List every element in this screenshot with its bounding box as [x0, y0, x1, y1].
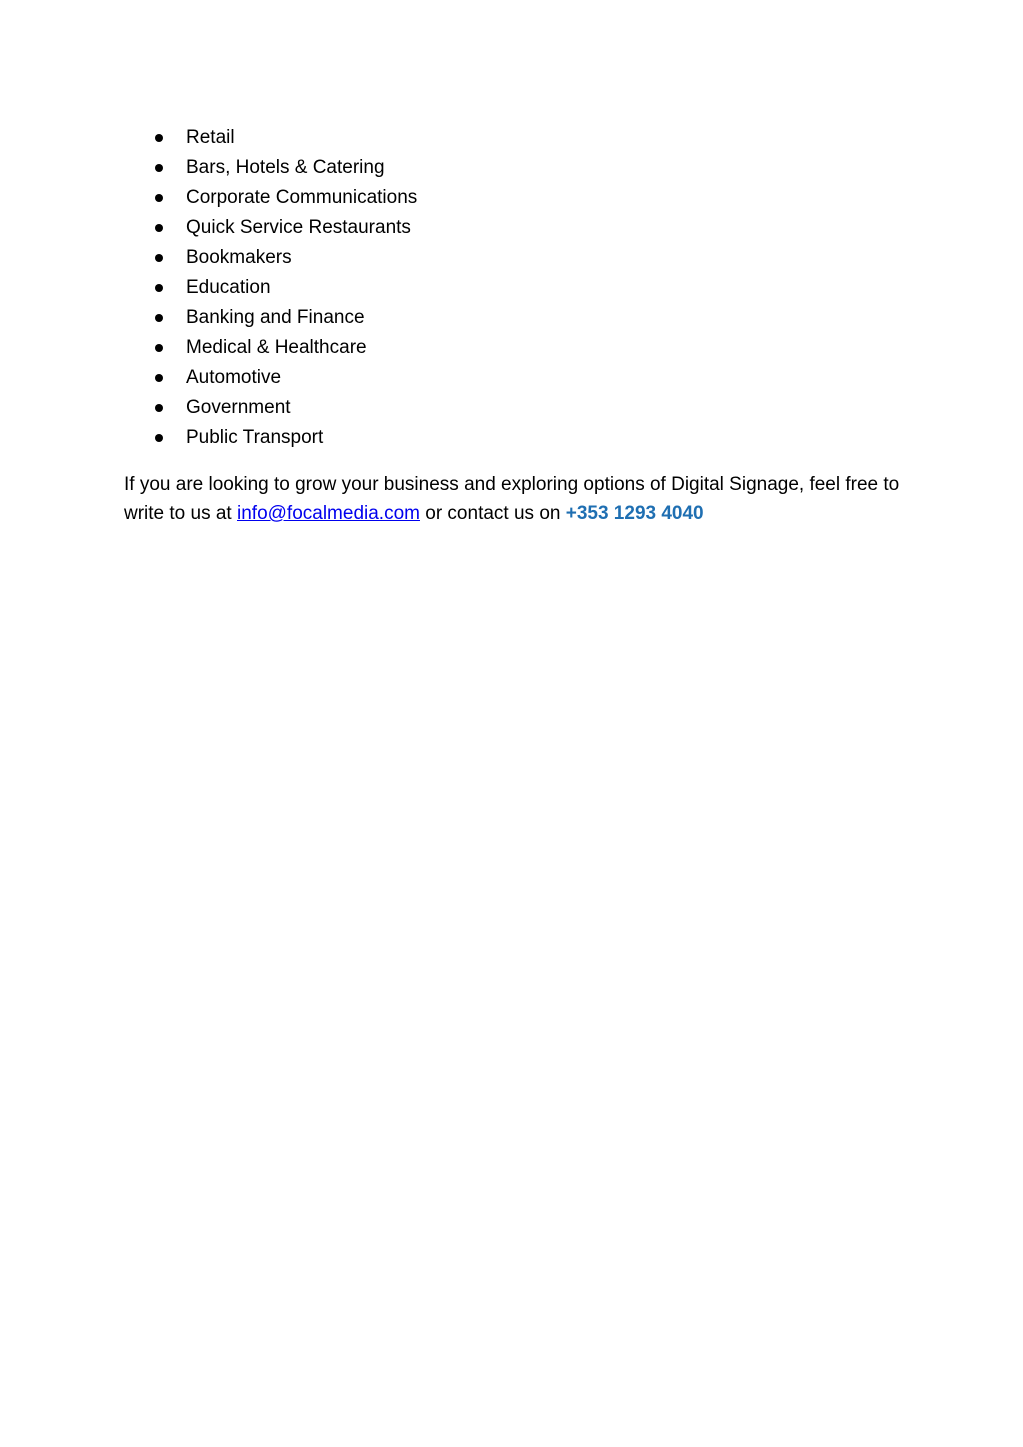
bullet-icon [155, 134, 163, 142]
list-item [150, 183, 417, 213]
list-item-label: Automotive [186, 367, 282, 388]
bullet-icon [155, 164, 163, 172]
industry-list [150, 123, 417, 453]
list-item [150, 303, 417, 333]
bullet-icon [155, 434, 163, 442]
contact-line-2 [124, 499, 914, 528]
contact-middle: or contact us on [419, 503, 566, 524]
list-item [150, 123, 417, 153]
bullet-icon [155, 224, 163, 232]
list-item-label: Corporate Communications [186, 187, 418, 208]
phone-number: +353 1293 4040 [565, 503, 704, 524]
list-item-label: Medical & Healthcare [186, 337, 367, 358]
list-item-label: Government [186, 397, 291, 418]
list-item [150, 243, 417, 273]
list-item [150, 273, 417, 303]
list-item [150, 333, 417, 363]
list-item-label: Public Transport [186, 427, 324, 448]
list-item [150, 153, 417, 183]
list-item-label: Quick Service Restaurants [186, 217, 411, 238]
list-item [150, 393, 417, 423]
list-item [150, 213, 417, 243]
list-item [150, 423, 417, 453]
bullet-icon [155, 374, 163, 382]
contact-line-1: If you are looking to grow your business and exploring options of Digital Signage, feel free to [124, 474, 900, 495]
contact-prefix: write to us at [124, 503, 237, 524]
list-item-label: Retail [186, 127, 235, 148]
contact-paragraph [124, 470, 914, 528]
list-item [150, 363, 417, 393]
bullet-icon [155, 284, 163, 292]
list-item-label: Bars, Hotels & Catering [186, 157, 385, 178]
list-item-label: Banking and Finance [186, 307, 365, 328]
list-item-label: Bookmakers [186, 247, 292, 268]
bullet-icon [155, 404, 163, 412]
list-item-label: Education [186, 277, 271, 298]
email-link[interactable]: info@focalmedia.com [237, 503, 420, 524]
bullet-icon [155, 314, 163, 322]
bullet-icon [155, 194, 163, 202]
bullet-icon [155, 344, 163, 352]
bullet-icon [155, 254, 163, 262]
